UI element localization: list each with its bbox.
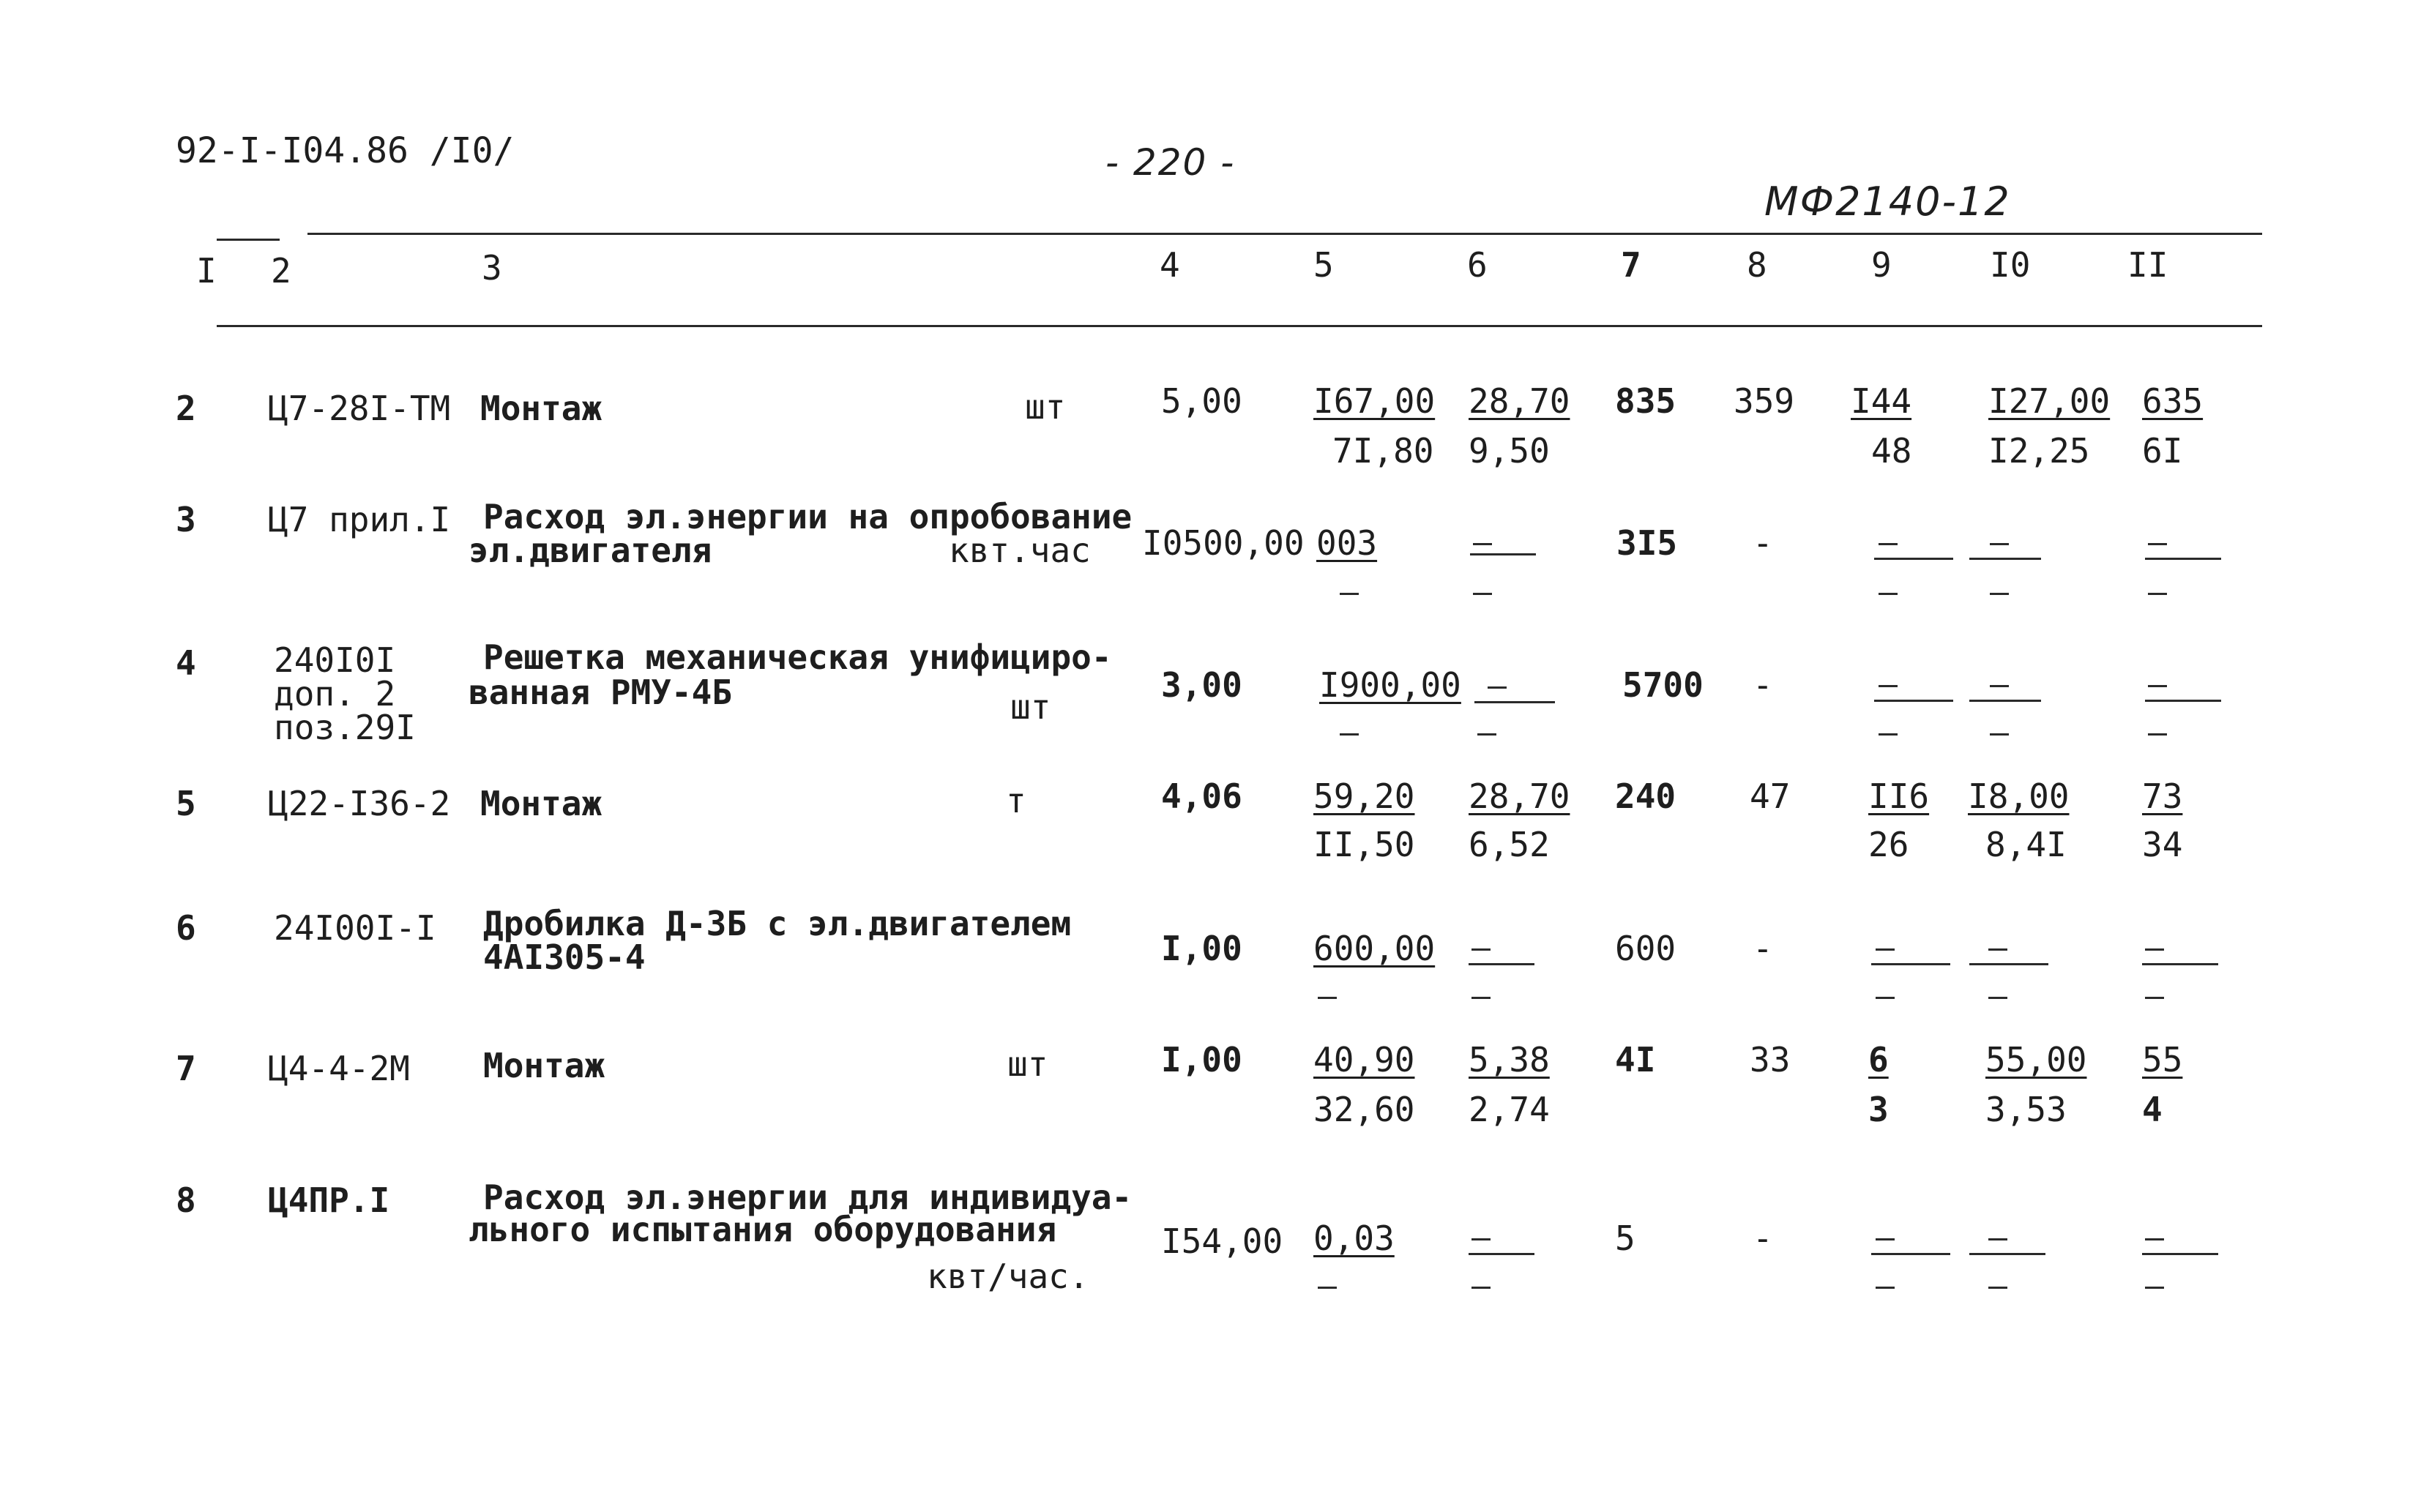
- column-header: II: [2127, 245, 2168, 285]
- col6-bottom: 6,52: [1469, 825, 1550, 864]
- col5-top: I900,00: [1319, 665, 1461, 705]
- col11-top: 635: [2142, 381, 2204, 421]
- col6-bottom: 9,50: [1469, 431, 1550, 471]
- col5-bottom: 7I,80: [1332, 431, 1434, 471]
- row-unit: шт: [1010, 687, 1051, 727]
- col11-top: 55: [2142, 1040, 2183, 1079]
- handwritten-sheet-code: МФ2140-12: [1764, 179, 2011, 225]
- row-description: эл.двигателя: [469, 531, 712, 570]
- col11-bottom: 6I: [2142, 431, 2183, 471]
- row-unit: квт/час.: [927, 1257, 1089, 1296]
- col4-quantity: 4,06: [1161, 776, 1242, 816]
- col9-bottom: 3: [1868, 1090, 1889, 1129]
- column-header: 2: [271, 251, 291, 291]
- row-code: Ц4ПР.I: [268, 1180, 390, 1220]
- row-code: Ц7 прил.I: [268, 500, 451, 539]
- row-unit: шт: [1007, 1044, 1048, 1084]
- row-description: Монтаж: [480, 389, 603, 428]
- col10-top: 55,00: [1985, 1040, 2087, 1079]
- row-description: Расход эл.энергии на опробование: [483, 497, 1133, 536]
- col4-quantity: I,00: [1161, 929, 1242, 968]
- col10-bottom: 3,53: [1985, 1090, 2067, 1129]
- row-unit: шт: [1025, 387, 1066, 427]
- row-description: Дробилка Д-3Б с эл.двигателем: [483, 904, 1072, 943]
- col10-bottom: 8,4I: [1985, 825, 2067, 864]
- header-bottom-rule: [217, 325, 2262, 327]
- row-number: 6: [176, 908, 196, 948]
- col8: 47: [1750, 776, 1791, 816]
- document-code: 92-I-I04.86 /I0/: [176, 130, 515, 171]
- header-top-rule: [307, 233, 2262, 235]
- col10-top: I27,00: [1988, 381, 2111, 421]
- row-description: ванная РМУ-4Б: [469, 673, 733, 712]
- col7-total: 3I5: [1616, 523, 1678, 563]
- col4-quantity: I54,00: [1161, 1221, 1283, 1261]
- col9-bottom: 48: [1871, 431, 1912, 471]
- row-code: Ц22-I36-2: [268, 784, 451, 823]
- col8: -: [1753, 665, 1773, 705]
- col4-quantity: I0500,00: [1142, 523, 1305, 563]
- col5-bottom: II,50: [1313, 825, 1415, 864]
- row-description: Монтаж: [480, 784, 603, 823]
- row-number: 3: [176, 500, 196, 539]
- col6-bottom: 2,74: [1469, 1090, 1550, 1129]
- row-description: Монтаж: [483, 1046, 605, 1085]
- column-header: 8: [1747, 245, 1767, 285]
- col11-top: 73: [2142, 776, 2183, 816]
- header-top-rule-short: [217, 239, 280, 241]
- row-number: 5: [176, 784, 196, 823]
- col11-bottom: 34: [2142, 825, 2183, 864]
- row-number: 2: [176, 389, 196, 428]
- col7-total: 600: [1615, 929, 1676, 968]
- col5-top: I67,00: [1313, 381, 1436, 421]
- column-header: 4: [1160, 245, 1180, 285]
- col7-total: 5: [1615, 1219, 1635, 1258]
- col11-bottom: 4: [2142, 1090, 2163, 1129]
- row-code: 24I00I-I: [274, 908, 436, 948]
- col10-top: I8,00: [1968, 776, 2070, 816]
- col5-top: 003: [1316, 523, 1378, 563]
- col6-top: 28,70: [1469, 776, 1570, 816]
- column-header: I0: [1990, 245, 2031, 285]
- row-description: льного испытания оборудования: [469, 1210, 1057, 1249]
- row-description: Решетка механическая унифициро-: [483, 637, 1112, 677]
- col9-top: II6: [1868, 776, 1930, 816]
- col7-total: 4I: [1615, 1040, 1656, 1079]
- row-number: 7: [176, 1049, 196, 1088]
- col9-top: 6: [1868, 1040, 1889, 1079]
- col8: -: [1753, 523, 1773, 563]
- column-header: 9: [1871, 245, 1892, 285]
- col8: 33: [1750, 1040, 1791, 1079]
- column-header: I: [196, 251, 217, 291]
- row-unit: т: [1006, 781, 1026, 820]
- row-number: 4: [176, 643, 196, 683]
- row-description: Расход эл.энергии для индивидуа-: [483, 1178, 1133, 1217]
- row-code: поз.29I: [274, 708, 416, 747]
- col8: 359: [1734, 381, 1795, 421]
- row-code: 240I0I: [274, 640, 396, 680]
- col5-top: 0,03: [1313, 1219, 1395, 1258]
- row-unit: квт.час: [949, 531, 1091, 570]
- row-code: доп. 2: [274, 674, 396, 714]
- column-header: 3: [482, 248, 502, 288]
- col4-quantity: 5,00: [1161, 381, 1242, 421]
- col7-total: 835: [1615, 381, 1676, 421]
- col10-bottom: I2,25: [1988, 431, 2090, 471]
- row-code: Ц7-28I-ТМ: [268, 389, 451, 428]
- col5-top: 40,90: [1313, 1040, 1415, 1079]
- col7-total: 5700: [1622, 665, 1704, 705]
- col5-top: 59,20: [1313, 776, 1415, 816]
- col5-bottom: 32,60: [1313, 1090, 1415, 1129]
- col4-quantity: I,00: [1161, 1040, 1242, 1079]
- col7-total: 240: [1615, 776, 1676, 816]
- page-number: - 220 -: [1105, 141, 1236, 184]
- column-header: 7: [1621, 245, 1641, 285]
- col9-top: I44: [1851, 381, 1912, 421]
- col6-top: 28,70: [1469, 381, 1570, 421]
- row-code: Ц4-4-2М: [268, 1049, 410, 1088]
- col8: -: [1753, 929, 1773, 968]
- column-header: 5: [1313, 245, 1334, 285]
- col4-quantity: 3,00: [1161, 665, 1242, 705]
- col5-top: 600,00: [1313, 929, 1436, 968]
- col9-bottom: 26: [1868, 825, 1909, 864]
- col8: -: [1753, 1219, 1773, 1258]
- column-header: 6: [1467, 245, 1488, 285]
- row-description: 4АI305-4: [483, 937, 646, 977]
- col6-top: 5,38: [1469, 1040, 1550, 1079]
- row-number: 8: [176, 1180, 196, 1220]
